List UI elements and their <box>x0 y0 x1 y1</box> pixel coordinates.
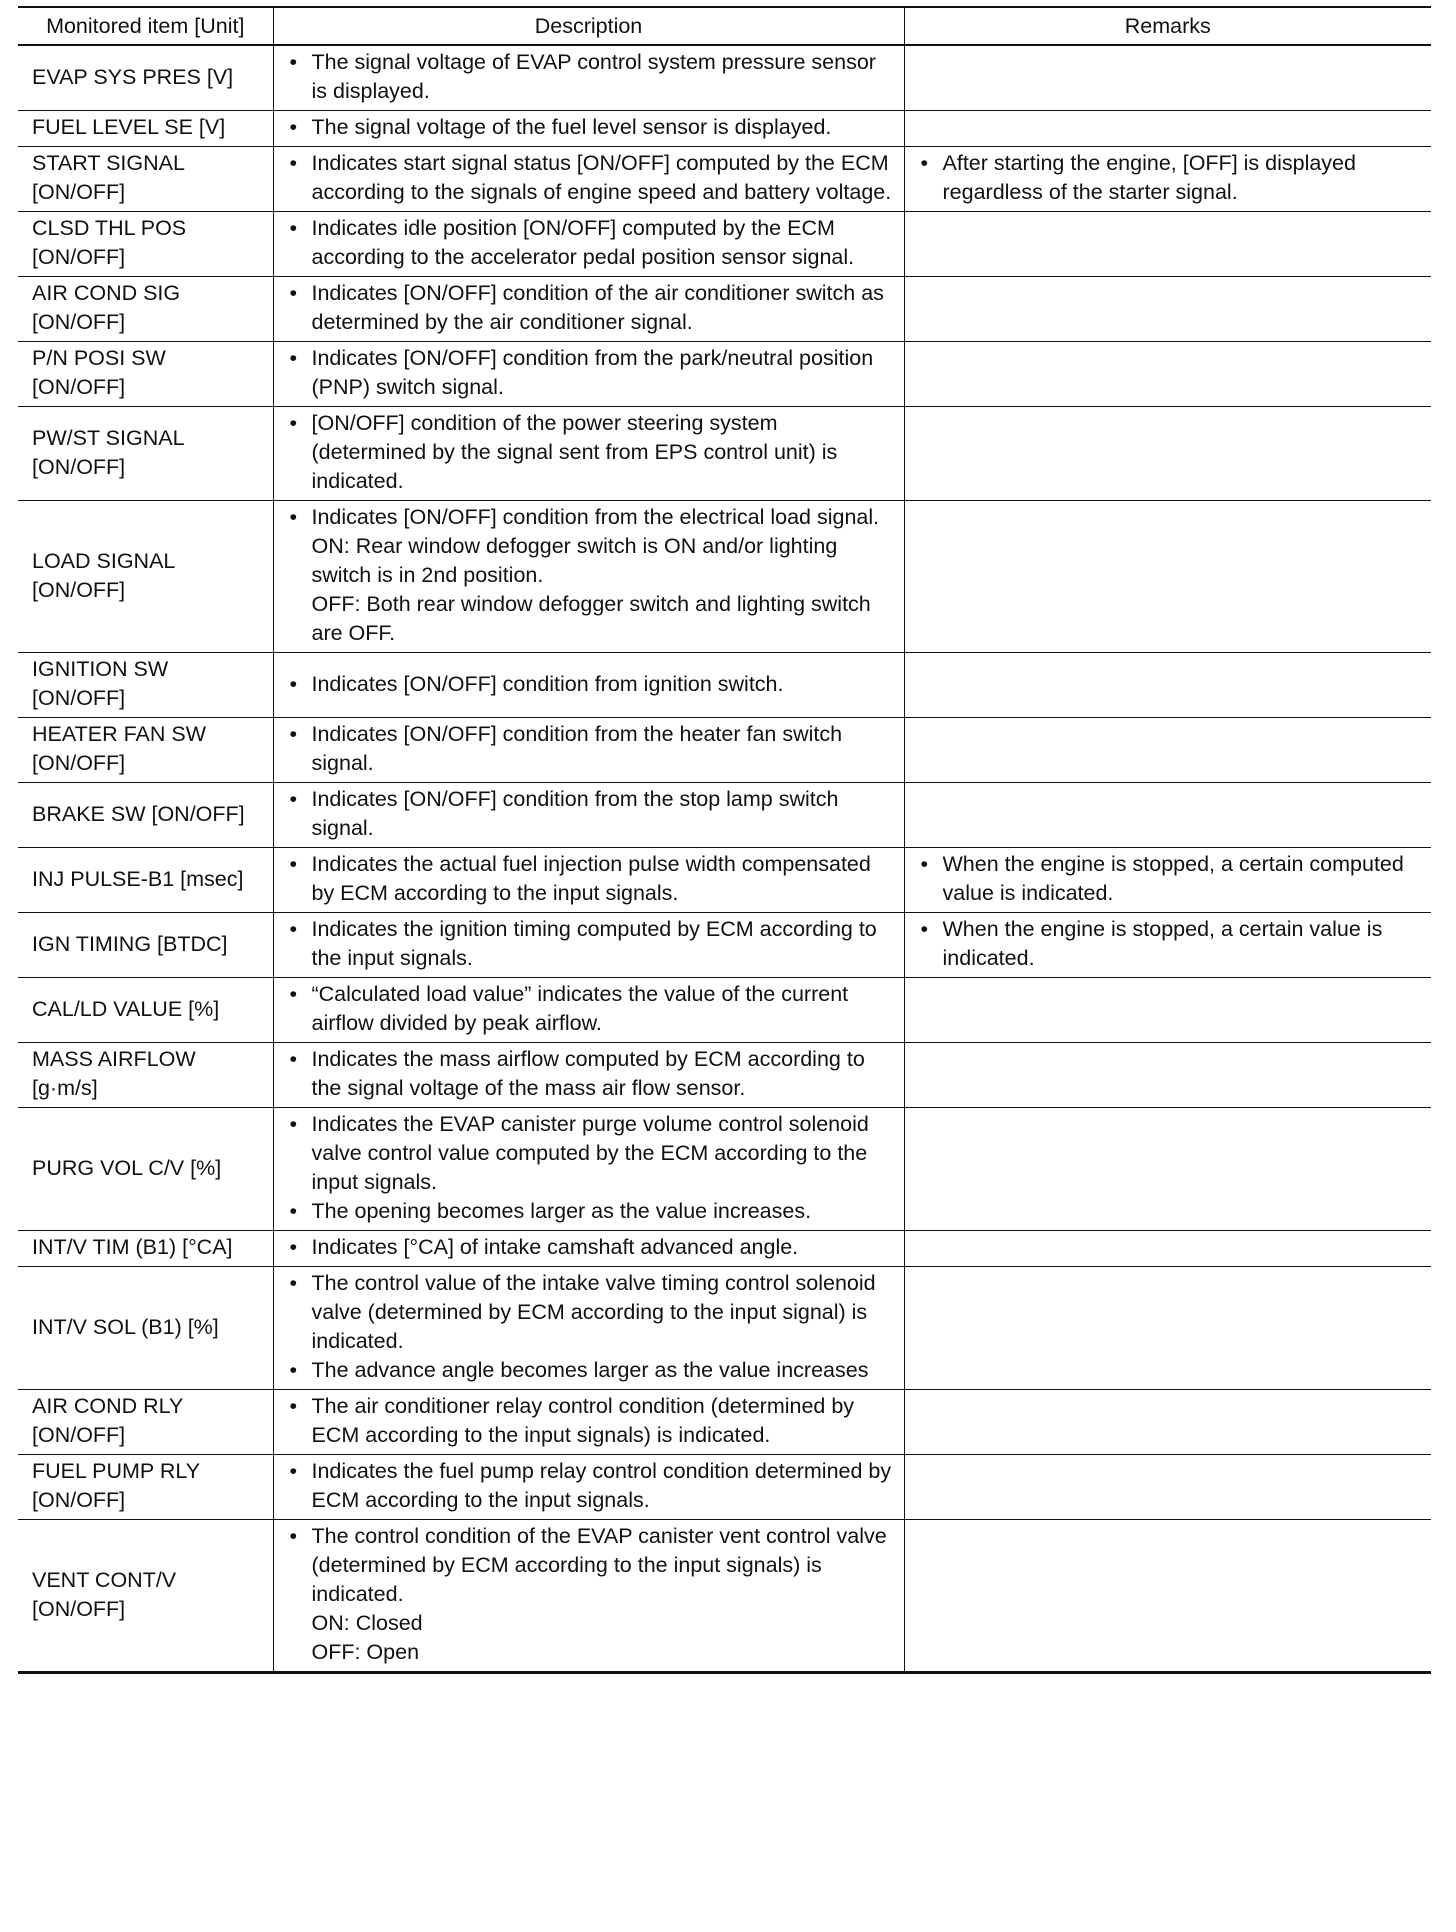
description-text: • Indicates the EVAP canister purge volume control solenoid valve control value computed by the ECM according to the input signals. <box>311 1112 869 1194</box>
description-list <box>284 503 896 648</box>
monitored-item-cell: BRAKE SW [ON/OFF] <box>18 783 273 848</box>
remarks-cell <box>904 147 1431 212</box>
monitored-item-cell: LOAD SIGNAL [ON/OFF] <box>18 501 273 653</box>
description-text: • The signal voltage of the fuel level sensor is displayed. <box>311 115 832 139</box>
remarks-list <box>915 149 1424 207</box>
description-bullet <box>284 785 896 843</box>
description-note: OFF: Both rear window defogger switch and lighting switch are OFF. <box>311 592 871 645</box>
monitored-item-cell: EVAP SYS PRES [V] <box>18 45 273 111</box>
description-cell <box>273 913 904 978</box>
table-row <box>18 277 1431 342</box>
description-cell <box>273 212 904 277</box>
remarks-cell <box>904 1520 1431 1673</box>
table-row <box>18 653 1431 718</box>
table-row <box>18 1455 1431 1520</box>
description-text: • Indicates [ON/OFF] condition from ignition switch. <box>311 671 784 696</box>
description-bullet <box>284 279 896 337</box>
table-row <box>18 1390 1431 1455</box>
table-row <box>18 342 1431 407</box>
description-text: • Indicates [ON/OFF] condition from the park/neutral position (PNP) switch signal. <box>311 346 874 399</box>
remarks-cell <box>904 1390 1431 1455</box>
monitored-item-cell: P/N POSI SW [ON/OFF] <box>18 342 273 407</box>
remarks-cell <box>904 1455 1431 1520</box>
monitored-item-cell: FUEL PUMP RLY [ON/OFF] <box>18 1455 273 1520</box>
description-text: • The advance angle becomes larger as the value increases <box>311 1358 869 1382</box>
table-row <box>18 407 1431 501</box>
description-note: OFF: Open <box>311 1640 420 1664</box>
remarks-cell <box>904 212 1431 277</box>
monitored-item-cell: FUEL LEVEL SE [V] <box>18 111 273 147</box>
description-text: • Indicates [°CA] of intake camshaft advanced angle. <box>311 1235 799 1259</box>
description-cell <box>273 45 904 111</box>
table-row <box>18 1520 1431 1673</box>
description-list <box>284 1110 896 1226</box>
table-row <box>18 848 1431 913</box>
header-description: Description <box>273 7 904 45</box>
description-cell <box>273 342 904 407</box>
description-text: • Indicates the ignition timing computed by ECM according to the input signals. <box>311 917 877 970</box>
description-cell <box>273 1520 904 1673</box>
description-cell <box>273 147 904 212</box>
remarks-cell <box>904 501 1431 653</box>
description-cell <box>273 1231 904 1267</box>
description-text: • Indicates the fuel pump relay control condition determined by ECM according to the input signals. <box>311 1459 892 1512</box>
description-text: • Indicates [ON/OFF] condition of the air conditioner switch as determined by the air conditioner signal. <box>311 281 884 334</box>
table-row <box>18 111 1431 147</box>
monitored-item-cell: IGNITION SW [ON/OFF] <box>18 653 273 718</box>
description-bullet <box>284 113 896 142</box>
description-text: • Indicates [ON/OFF] condition from the stop lamp switch signal. <box>311 787 839 840</box>
table-row <box>18 45 1431 111</box>
description-bullet <box>284 720 896 778</box>
description-cell <box>273 1455 904 1520</box>
remarks-cell <box>904 277 1431 342</box>
header-remarks: Remarks <box>904 7 1431 45</box>
remarks-cell <box>904 1231 1431 1267</box>
description-cell <box>273 1267 904 1390</box>
remarks-cell <box>904 653 1431 718</box>
description-list <box>284 409 896 496</box>
description-bullet <box>284 1045 896 1103</box>
remarks-bullet: • When the engine is stopped, a certain computed value is indicated. <box>915 850 1424 908</box>
description-list <box>284 344 896 402</box>
description-cell <box>273 978 904 1043</box>
description-cell <box>273 111 904 147</box>
monitored-item-cell: IGN TIMING [BTDC] <box>18 913 273 978</box>
description-cell <box>273 1043 904 1108</box>
description-note: ON: Closed <box>311 1611 423 1635</box>
description-list <box>284 1522 896 1667</box>
description-list <box>284 670 896 699</box>
remarks-cell <box>904 848 1431 913</box>
description-text: • Indicates idle position [ON/OFF] computed by the ECM according to the accelerator pedal position sensor signal. <box>311 216 855 269</box>
description-bullet <box>284 1197 896 1226</box>
description-list <box>284 720 896 778</box>
description-cell <box>273 848 904 913</box>
remarks-cell <box>904 913 1431 978</box>
table-row <box>18 147 1431 212</box>
monitored-item-cell: INJ PULSE-B1 [msec] <box>18 848 273 913</box>
monitored-item-cell: AIR COND SIG [ON/OFF] <box>18 277 273 342</box>
description-list <box>284 1392 896 1450</box>
description-bullet <box>284 214 896 272</box>
description-text: • The signal voltage of EVAP control system pressure sensor is displayed. <box>311 50 876 103</box>
description-list <box>284 1269 896 1385</box>
description-cell <box>273 501 904 653</box>
remarks-list <box>915 850 1424 908</box>
table-row <box>18 1108 1431 1231</box>
remarks-cell <box>904 45 1431 111</box>
remarks-list <box>915 915 1424 973</box>
description-text: • Indicates the actual fuel injection pulse width compensated by ECM according to the input signals. <box>311 852 871 905</box>
description-list <box>284 113 896 142</box>
description-text: • The air conditioner relay control condition (determined by ECM according to the input signals) is indicated. <box>311 1394 855 1447</box>
description-bullet <box>284 409 896 496</box>
description-cell <box>273 718 904 783</box>
description-note: ON: Rear window defogger switch is ON and/or lighting switch is in 2nd position. <box>311 534 838 587</box>
description-bullet <box>284 1356 896 1385</box>
description-list <box>284 1233 896 1262</box>
table-row <box>18 978 1431 1043</box>
description-text: • Indicates the mass airflow computed by ECM according to the signal voltage of the mass air flow sensor. <box>311 1047 865 1100</box>
description-cell <box>273 277 904 342</box>
remarks-bullet: • After starting the engine, [OFF] is displayed regardless of the starter signal. <box>915 149 1424 207</box>
monitored-item-cell: MASS AIRFLOW [g·m/s] <box>18 1043 273 1108</box>
description-bullet <box>284 503 896 648</box>
description-list <box>284 980 896 1038</box>
table-row <box>18 1043 1431 1108</box>
description-bullet <box>284 1522 896 1667</box>
monitored-item-cell: START SIGNAL [ON/OFF] <box>18 147 273 212</box>
description-text: • Indicates [ON/OFF] condition from the heater fan switch signal. <box>311 722 843 775</box>
monitored-item-cell: INT/V SOL (B1) [%] <box>18 1267 273 1390</box>
description-cell <box>273 1108 904 1231</box>
remarks-cell <box>904 978 1431 1043</box>
monitored-item-cell: CAL/LD VALUE [%] <box>18 978 273 1043</box>
description-text: • The control value of the intake valve timing control solenoid valve (determined by ECM according to the input signal) is indicated. <box>311 1271 876 1353</box>
header-row <box>18 7 1431 45</box>
remarks-bullet: • When the engine is stopped, a certain value is indicated. <box>915 915 1424 973</box>
description-list <box>284 279 896 337</box>
remarks-cell <box>904 1043 1431 1108</box>
description-cell <box>273 783 904 848</box>
table-row <box>18 501 1431 653</box>
monitored-item-cell: HEATER FAN SW [ON/OFF] <box>18 718 273 783</box>
description-text: • Indicates start signal status [ON/OFF] computed by the ECM according to the signals of engine speed and battery voltage. <box>311 151 892 204</box>
description-list <box>284 48 896 106</box>
remarks-cell <box>904 407 1431 501</box>
description-cell <box>273 1390 904 1455</box>
description-bullet <box>284 344 896 402</box>
remarks-cell <box>904 1267 1431 1390</box>
description-bullet <box>284 1457 896 1515</box>
description-bullet <box>284 670 896 699</box>
description-bullet <box>284 1269 896 1356</box>
remarks-cell <box>904 342 1431 407</box>
description-list <box>284 850 896 908</box>
monitor-table <box>18 6 1431 1674</box>
monitored-item-cell: CLSD THL POS [ON/OFF] <box>18 212 273 277</box>
remarks-cell <box>904 111 1431 147</box>
remarks-cell <box>904 783 1431 848</box>
monitored-item-cell: PW/ST SIGNAL [ON/OFF] <box>18 407 273 501</box>
description-cell <box>273 653 904 718</box>
description-bullet <box>284 850 896 908</box>
description-bullet <box>284 1233 896 1262</box>
table-row <box>18 212 1431 277</box>
description-cell <box>273 407 904 501</box>
description-list <box>284 785 896 843</box>
table-row <box>18 1267 1431 1390</box>
description-list <box>284 214 896 272</box>
description-list <box>284 1457 896 1515</box>
remarks-cell <box>904 718 1431 783</box>
description-bullet <box>284 149 896 207</box>
description-list <box>284 1045 896 1103</box>
description-bullet <box>284 1392 896 1450</box>
description-bullet <box>284 1110 896 1197</box>
table-row <box>18 913 1431 978</box>
description-text: • The control condition of the EVAP canister vent control valve (determined by ECM according to the input signals) is indicated. <box>311 1524 887 1606</box>
remarks-cell <box>904 1108 1431 1231</box>
monitored-item-cell: PURG VOL C/V [%] <box>18 1108 273 1231</box>
description-text: • “Calculated load value” indicates the value of the current airflow divided by peak airflow. <box>311 982 849 1035</box>
monitored-item-cell: INT/V TIM (B1) [°CA] <box>18 1231 273 1267</box>
description-bullet <box>284 48 896 106</box>
monitored-item-cell: VENT CONT/V [ON/OFF] <box>18 1520 273 1673</box>
table-row <box>18 1231 1431 1267</box>
description-bullet <box>284 980 896 1038</box>
description-list <box>284 149 896 207</box>
monitored-item-cell: AIR COND RLY [ON/OFF] <box>18 1390 273 1455</box>
description-text: • [ON/OFF] condition of the power steering system (determined by the signal sent from EPS control unit) is indicated. <box>311 411 838 493</box>
description-text: • The opening becomes larger as the value increases. <box>311 1199 812 1223</box>
table-row <box>18 718 1431 783</box>
description-bullet <box>284 915 896 973</box>
description-text: • Indicates [ON/OFF] condition from the electrical load signal. <box>311 505 880 529</box>
table-row <box>18 783 1431 848</box>
header-monitored-item: Monitored item [Unit] <box>18 7 273 45</box>
description-list <box>284 915 896 973</box>
